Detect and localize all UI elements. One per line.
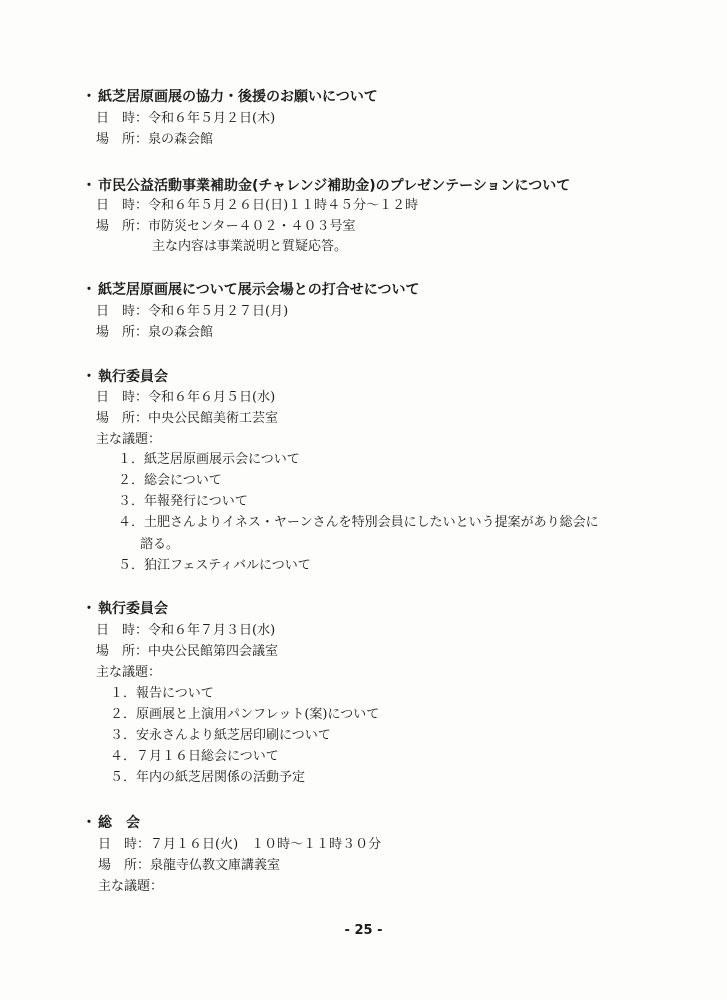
section-2-note: 主な内容は事業説明と質疑応答。 (152, 239, 348, 254)
section-3-heading (82, 281, 419, 299)
bullet: ・ (82, 89, 96, 105)
section-6-title: 総 会 (98, 815, 140, 831)
page-number: - 25 - (344, 923, 383, 938)
section-3-place: 場 所：泉の森会館 (96, 325, 214, 340)
agenda-item: ４．土肥さんよりイネス・ヤーンさんを特別会員にしたいという提案があり総会に (118, 515, 599, 530)
section-1-date: 日 時：令和６年５月２日(木) (96, 111, 276, 126)
section-6-date: 日 時：７月１６日(火) １０時～１１時３０分 (98, 837, 382, 852)
section-5-heading (82, 600, 168, 618)
section-1-heading (82, 88, 378, 106)
agenda-item: ４．７月１６日総会について (110, 749, 279, 764)
section-4-date: 日 時：令和６年６月５日(水) (96, 390, 276, 405)
agenda-item: ３．安永さんより紙芝居印刷について (110, 728, 331, 743)
agenda-item: ２．原画展と上演用パンフレット(案)について (110, 707, 380, 722)
bullet: ・ (82, 369, 96, 385)
section-6-place: 場 所：泉龍寺仏教文庫講義室 (98, 858, 281, 873)
section-2-title: 市民公益活動事業補助金(チャレンジ補助金)のプレゼンテーションについて (98, 178, 571, 194)
agenda-item: １．紙芝居原画展示会について (118, 452, 300, 467)
section-5-place: 場 所：中央公民館第四会議室 (96, 644, 279, 659)
section-2-date: 日 時：令和６年５月２６日(日)１１時４５分～１２時 (96, 198, 419, 213)
agenda-item: １．報告について (110, 686, 214, 701)
agenda-item: ５．年内の紙芝居関係の活動予定 (110, 770, 306, 785)
section-2-place: 場 所：市防災センター４０２・４０３号室 (96, 219, 356, 234)
section-1-title: 紙芝居原画展の協力・後援のお願いについて (98, 89, 378, 105)
section-1-place: 場 所：泉の森会館 (96, 132, 214, 147)
bullet: ・ (82, 178, 96, 194)
section-3-date: 日 時：令和６年５月２７日(月) (96, 304, 289, 319)
bullet: ・ (82, 282, 96, 298)
section-5-date: 日 時：令和６年７月３日(水) (96, 623, 276, 638)
section-4-title: 執行委員会 (98, 369, 168, 385)
section-3-title: 紙芝居原画展について展示会場との打合せについて (98, 282, 420, 298)
section-6-heading (82, 814, 140, 832)
bullet: ・ (82, 601, 96, 617)
bullet: ・ (82, 815, 96, 831)
agenda-item-continuation: 諮る。 (140, 537, 180, 552)
agenda-item: ２．総会について (118, 473, 222, 488)
section-5-agenda-label: 主な議題： (96, 665, 162, 680)
section-5-title: 執行委員会 (98, 601, 168, 617)
agenda-item: ３．年報発行について (118, 494, 248, 509)
section-6-agenda-label: 主な議題： (98, 879, 164, 894)
section-2-heading (82, 177, 570, 195)
section-4-agenda-label: 主な議題： (96, 432, 162, 447)
agenda-item: ５．狛江フェスティバルについて (118, 558, 311, 573)
section-4-place: 場 所：中央公民館美術工芸室 (96, 411, 279, 426)
section-4-heading (82, 368, 168, 386)
